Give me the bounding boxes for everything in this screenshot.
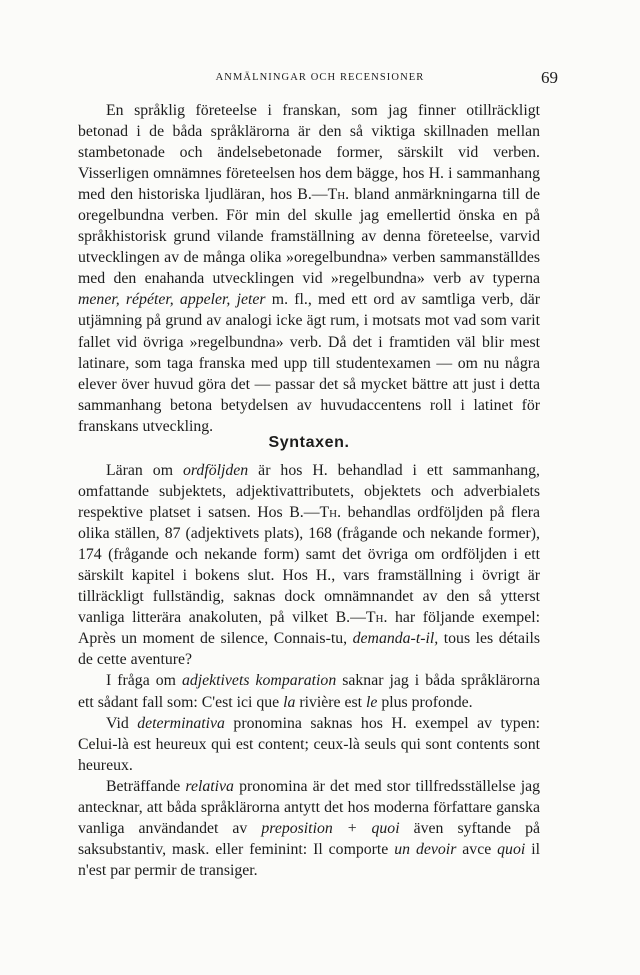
italic-example: la <box>283 693 296 711</box>
author-abbrev: Th. <box>319 504 342 522</box>
author-abbrev: Th. <box>327 186 350 204</box>
text-run: har följande exempel: Après un moment de silence, Connais-tu, <box>78 609 540 648</box>
syntax-paragraph-comparison <box>78 670 540 712</box>
page-number: 69 <box>541 68 558 87</box>
italic-example: le <box>366 693 378 711</box>
text-run: saknar jag i båda språklärorna ett sådant fall som: C'est ici que <box>78 672 540 711</box>
text-run: avce <box>456 840 498 858</box>
text-run: I fråga om <box>106 672 182 690</box>
running-title: ANMÄLNINGAR OCH RECENSIONER <box>215 72 425 83</box>
text-run: Beträffande <box>106 777 186 795</box>
text-run: il n'est par permir de transiger. <box>78 840 540 879</box>
text-run: tous les détails de cette aventure? <box>78 630 540 669</box>
text-run: m. fl., med ett ord av samtliga verb, där utjämning på grund av analogi icke ägt rum, i motsats mot vad som varit fallet vid övriga »regelbundna» verb. Då det i framtiden väl blir mest latinare, som taga franska med upp till studentexamen — om nu några elever över huvud göra det — passar det så mycket bättre att just i detta sammanhang betona betydelsen av huvudaccentens roll i latinet för franskans utveckling. <box>78 291 540 435</box>
italic-example: un devoir <box>394 840 457 858</box>
italic-term: ordföljden <box>182 462 249 479</box>
running-head <box>80 68 560 90</box>
text-run: Vid <box>106 714 138 732</box>
text-run: plus profonde. <box>377 693 473 711</box>
syntax-section <box>78 460 540 881</box>
italic-example: demanda-t-il, <box>352 630 439 648</box>
text-run: även syftande på saksubstantiv, mask. eller feminint: Il comporte <box>78 819 540 858</box>
text-run: behandlas ordföljden på flera olika ställen, 87 (adjektivets plats), 168 (frågande och nekande former), 174 (frågande och nekande form) samt det övriga om ordföljden i ett särskilt kapitel i bokens slut. Hos H., vars framställning i övrigt är tillräckligt fullständig, saknas dock omnämnandet av den så ytterst vanliga litterära anakoluten, på vilket B.— <box>78 504 541 627</box>
italic-example: mener, répéter, appeler, jeter <box>78 291 266 309</box>
syntax-paragraph-relative <box>78 776 540 881</box>
text-run: En språklig företeelse i franskan, som jag finner otillräckligt betonad i de båda språklärorna är den så viktiga skillnaden mellan stambetonade och ändelsebetonade former, särskilt vid verben. Visserligen omnämnes företeelsen hos dem bägge, hos H. i sammanhang med den historiska ljudläran, hos B.— <box>78 102 540 204</box>
syntax-paragraph-word-order <box>78 460 540 670</box>
text-run: pronomina saknas hos H. exempel av typen: Celui-là est heureux qui est content; ceux-là seuls qui sont contents sont heureux. <box>78 714 540 774</box>
italic-example: quoi <box>497 840 526 858</box>
italic-term: determinativa <box>137 714 225 732</box>
intro-section <box>78 100 540 437</box>
intro-paragraph <box>78 100 540 437</box>
text-run: bland anmärkningarna till de oregelbundna verben. För min del skulle jag emellertid önska en på språkhistorisk grund vilande framställning av denna företeelse, varvid utvecklingen av de många olika »oregelbundna» verben sammanställdes med den enahanda utvecklingen vid »regelbundna» verb av typerna <box>78 186 540 288</box>
italic-term: adjektivets komparation <box>181 672 337 690</box>
italic-term: preposition + quoi <box>261 819 400 837</box>
text-run: är hos H. behandlad i ett sammanhang, omfattande subjektets, adjektivattributets, objektets och adverbialets respektive platset i satsen. Hos B.— <box>78 462 540 522</box>
italic-term: relativa <box>185 777 234 795</box>
text-run: pronomina är det med stor tillfredsställelse jag antecknar, att båda språklärorna antytt det hos moderna författare ganska vanliga användandet av <box>78 777 540 837</box>
text-run: Läran om <box>106 462 183 479</box>
syntax-paragraph-determinative <box>78 713 540 776</box>
section-heading: Syntaxen. <box>268 434 350 451</box>
text-run: rivière est <box>295 693 367 711</box>
author-abbrev: Th. <box>365 609 388 627</box>
